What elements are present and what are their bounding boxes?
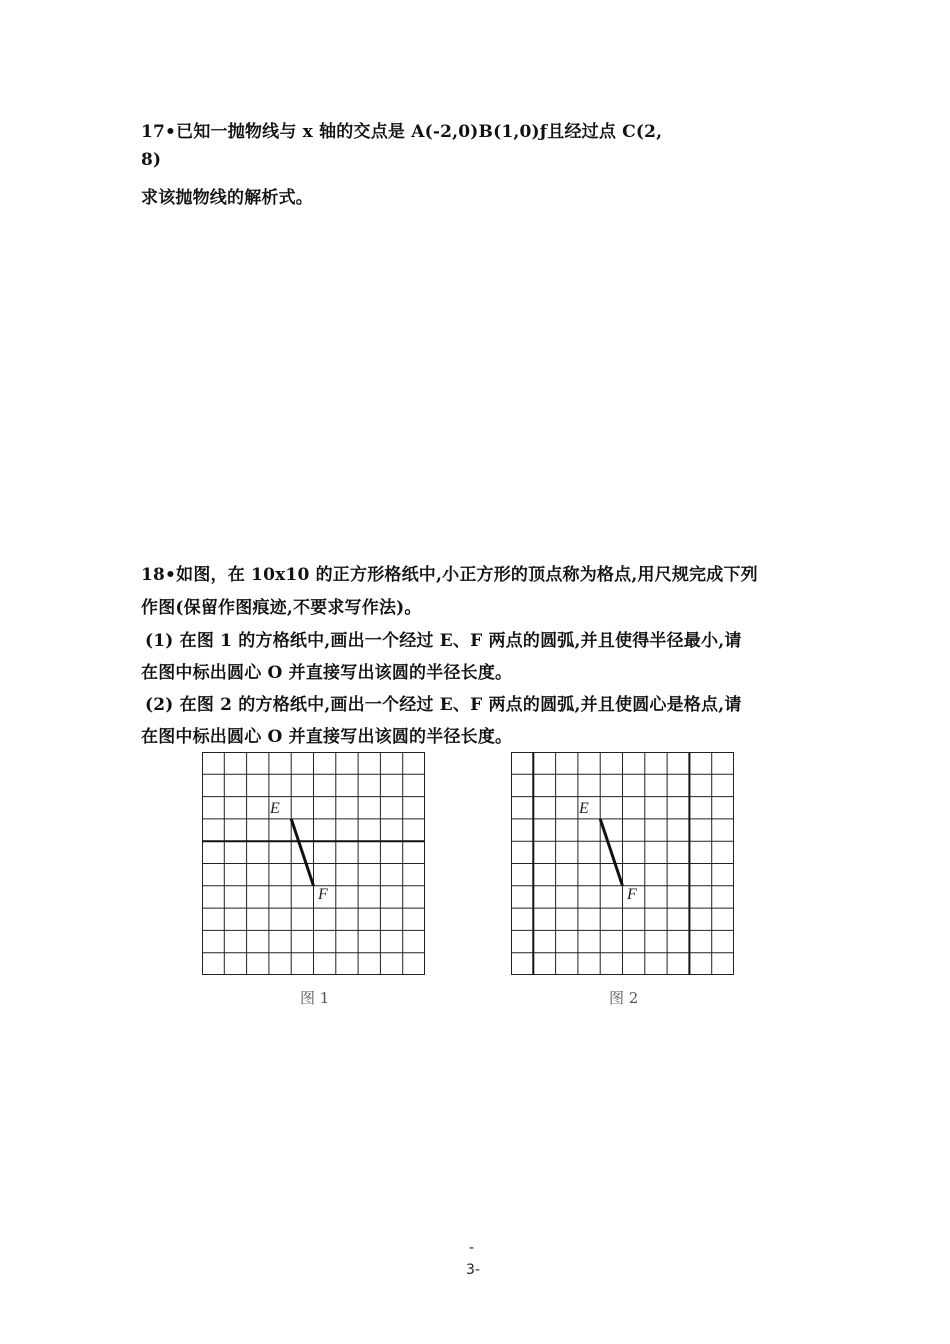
q18-part1-line-2: 在图中标出圆心 O 并直接写出该圆的半径长度。 xyxy=(141,663,513,683)
q18-part1-line-1: (1) 在图 1 的方格纸中,画出一个经过 E、F 两点的圆弧,并且使得半径最小,请 xyxy=(145,631,742,651)
point-e-label-fig1: E xyxy=(270,800,280,817)
page-number: 3- xyxy=(466,1262,480,1278)
q17-line-2: 8) xyxy=(141,150,162,170)
figure-1-grid xyxy=(202,752,426,976)
q17-line-3: 求该抛物线的解析式。 xyxy=(141,188,313,208)
q18-part2-line-1: (2) 在图 2 的方格纸中,画出一个经过 E、F 两点的圆弧,并且使圆心是格点,请 xyxy=(145,695,742,715)
figure-1-caption: 图 1 xyxy=(300,989,330,1007)
segment-ef xyxy=(291,819,313,886)
footer-dash: - xyxy=(469,1240,475,1256)
q18-line-1: 18•如图，在 10x10 的正方形格纸中,小正方形的顶点称为格点,用尺规完成下列 xyxy=(141,565,758,585)
point-e-label-fig2: E xyxy=(579,800,589,817)
q18-line-2: 作图(保留作图痕迹,不要求写作法)。 xyxy=(141,598,422,618)
q18-part2-line-2: 在图中标出圆心 O 并直接写出该圆的半径长度。 xyxy=(141,727,513,747)
point-f-label-fig2: F xyxy=(627,886,637,903)
point-f-label-fig1: F xyxy=(318,886,328,903)
figure-2-caption: 图 2 xyxy=(609,989,639,1007)
figure-2-grid xyxy=(511,752,735,976)
segment-ef xyxy=(600,819,622,886)
q17-line-1: 17•已知一抛物线与 x 轴的交点是 A(-2,0)B(1,0)ƒ且经过点 C(2, xyxy=(141,122,663,142)
